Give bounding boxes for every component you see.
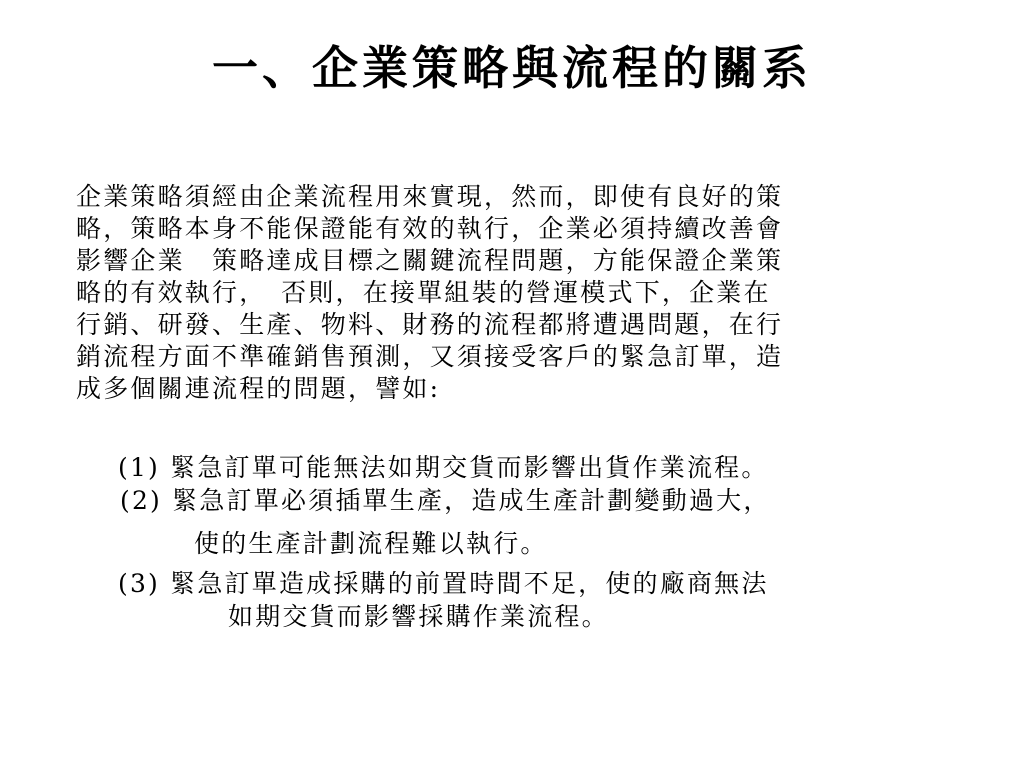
list-item-3-line-1: (3) 緊急訂單造成採購的前置時間不足，使的廠商無法: [118, 569, 769, 598]
paragraph-line: 略，策略本身不能保證能有效的執行，企業必須持續改善會: [76, 214, 784, 243]
list-item-1: (1) 緊急訂單可能無法如期交貨而影響出貨作業流程。: [118, 453, 769, 482]
list-item-2-line-1: (2) 緊急訂單必須插單生產，造成生產計劃變動過大，: [120, 486, 771, 515]
paragraph-line: 略的有效執行， 否則，在接單組裝的營運模式下，企業在: [76, 278, 771, 307]
list-item-3-line-2: 如期交貨而影響採購作業流程。: [228, 602, 609, 631]
slide-title: 一、企業策略與流程的關系: [212, 41, 812, 95]
body-paragraph: [76, 181, 966, 405]
paragraph-line: 企業策略須經由企業流程用來實現，然而，即使有良好的策: [76, 182, 784, 211]
paragraph-line: 成多個關連流程的問題，譬如:: [76, 374, 441, 403]
paragraph-line: 行銷、研發、生產、物料、財務的流程都將遭遇問題，在行: [76, 310, 784, 339]
paragraph-line: 銷流程方面不準確銷售預測，又須接受客戶的緊急訂單，造: [76, 342, 784, 371]
list-item-2-line-2: 使的生產計劃流程難以執行。: [194, 529, 548, 558]
paragraph-line: 影響企業 策略達成目標之關鍵流程問題，方能保證企業策: [76, 246, 784, 275]
